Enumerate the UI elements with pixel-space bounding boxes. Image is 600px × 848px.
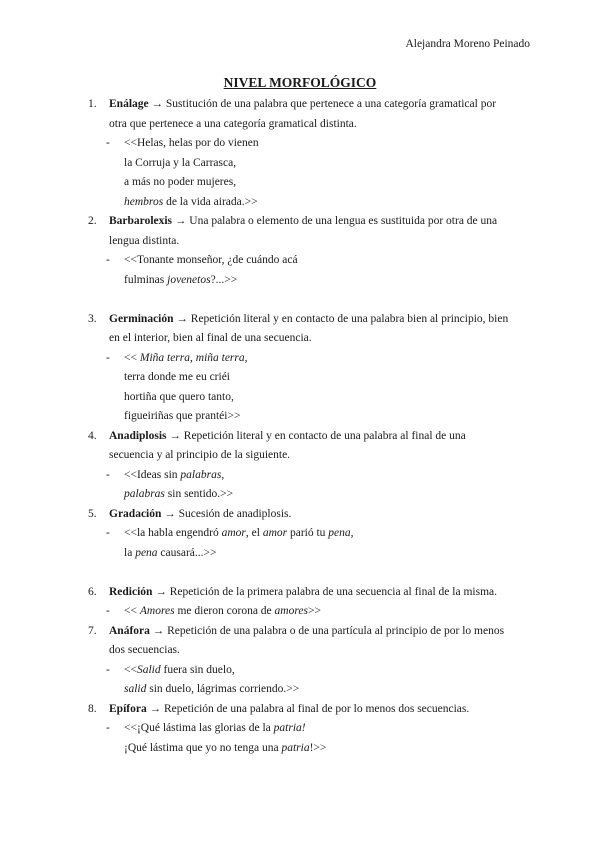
example-line: fulminas jovenetos?...>> <box>124 273 238 286</box>
item-number: 4. <box>88 429 97 442</box>
example-dash: - <box>106 468 110 481</box>
term: Redición <box>109 585 153 598</box>
italic-word: Miña terra, miña terra, <box>139 351 248 364</box>
example-line: hembros de la vida airada.>> <box>124 195 258 208</box>
example-dash: - <box>106 351 110 364</box>
definition-line: dos secuencias. <box>109 644 180 656</box>
example-dash: - <box>106 722 110 734</box>
italic-word: pena <box>135 546 158 559</box>
italic-word: amores <box>274 605 308 617</box>
definition-line: secuencia y al principio de la siguiente. <box>109 449 291 461</box>
definition-line: Enálage → Sustitución de una palabra que pertenece a una categoría gramatical por <box>109 98 497 110</box>
definition-line: en el interior, bien al final de una secuencia. <box>109 332 312 344</box>
list-item <box>88 212 528 251</box>
list-item <box>88 427 528 466</box>
item-number: 3. <box>88 312 97 325</box>
example-line: a más no poder mujeres, <box>124 176 237 188</box>
example-line: << Miña terra, miña terra, <box>124 351 248 364</box>
italic-word: palabras <box>180 468 222 481</box>
example-dash: - <box>106 137 110 149</box>
italic-word: hembros <box>124 195 164 208</box>
italic-word: patria <box>281 741 310 754</box>
definition-line: lengua distinta. <box>109 234 180 247</box>
example-line: <<Tonante monseñor, ¿de cuándo acá <box>124 254 298 266</box>
italic-word: jovenetos <box>167 273 211 286</box>
italic-word: palabras <box>124 488 165 500</box>
example-block <box>88 134 528 212</box>
definition-line: Barbarolexis → Una palabra o elemento de una lengua es sustituida por otra de una <box>109 215 498 227</box>
list-item <box>88 622 528 661</box>
term: Epífora <box>109 702 147 715</box>
item-number: 7. <box>88 624 97 637</box>
example-line: <<Ideas sin palabras, <box>124 468 225 481</box>
list-item <box>88 583 528 603</box>
author-name: Alejandra Moreno Peinado <box>405 38 530 50</box>
example-dash: - <box>106 605 110 617</box>
item-number: 8. <box>88 702 97 715</box>
item-number: 1. <box>88 98 97 110</box>
definition-line: Anáfora → Repetición de una palabra o de una partícula al principio de por lo menos <box>109 624 505 637</box>
example-dash: - <box>106 254 110 266</box>
example-dash: - <box>106 527 110 539</box>
example-line: figueiriñas que prantéi>> <box>124 410 241 422</box>
term: Gradación <box>109 507 162 520</box>
italic-word: amor <box>221 527 246 539</box>
spacer <box>88 290 528 310</box>
italic-word: patria! <box>273 722 306 734</box>
example-block <box>88 661 528 700</box>
figures-list <box>88 95 528 758</box>
example-dash: - <box>106 663 110 676</box>
list-item <box>88 310 528 349</box>
example-line: <<¡Qué lástima las glorias de la patria! <box>124 722 306 734</box>
definition-line: Anadiplosis → Repetición literal y en contacto de una palabra al final de una <box>109 429 466 442</box>
term: Anadiplosis <box>109 429 167 442</box>
definition-line: Gradación → Sucesión de anadiplosis. <box>109 507 292 520</box>
definition-line: Redición → Repetición de la primera palabra de una secuencia al final de la misma. <box>109 585 497 598</box>
definition-line: otra que pertenece a una categoría gramatical distinta. <box>109 117 357 130</box>
list-item <box>88 700 528 720</box>
spacer <box>88 563 528 583</box>
term: Enálage <box>109 98 149 110</box>
item-number: 5. <box>88 507 97 520</box>
definition-line: Epífora → Repetición de una palabra al final de por lo menos dos secuencias. <box>109 702 470 715</box>
example-line: la pena causará...>> <box>124 546 217 559</box>
example-block <box>88 602 528 622</box>
example-block <box>88 719 528 758</box>
definition-line: Germinación → Repetición literal y en contacto de una palabra bien al principio, bien <box>109 312 509 325</box>
example-line: << Amores me dieron corona de amores>> <box>124 605 321 617</box>
italic-word: amor <box>262 527 288 539</box>
italic-word: pena <box>328 527 351 539</box>
example-line: <<Helas, helas por do vienen <box>124 137 259 149</box>
list-item <box>88 95 528 134</box>
page-title: NIVEL MORFOLÓGICO <box>223 75 377 90</box>
item-number: 6. <box>88 585 97 598</box>
example-line: hortiña que quero tanto, <box>124 390 234 403</box>
italic-word: Salid <box>136 663 161 676</box>
example-block <box>88 466 528 505</box>
example-line: terra donde me eu criéi <box>124 371 230 383</box>
example-line: palabras sin sentido.>> <box>124 488 234 500</box>
example-line: <<Salid fuera sin duelo, <box>124 663 235 676</box>
term: Barbarolexis <box>109 215 173 227</box>
example-line: ¡Qué lástima que yo no tenga una patria!>> <box>124 741 327 754</box>
item-number: 2. <box>88 215 97 227</box>
example-line: la Corruja y la Carrasca, <box>124 156 237 169</box>
term: Anáfora <box>109 624 150 637</box>
term: Germinación <box>109 312 174 325</box>
italic-word: Amores <box>139 605 175 617</box>
italic-word: salid <box>124 683 147 695</box>
example-block <box>88 349 528 427</box>
list-item <box>88 505 528 525</box>
example-block <box>88 251 528 290</box>
example-line: <<la habla engendró amor, el amor parió tu pena, <box>124 527 354 539</box>
example-line: salid sin duelo, lágrimas corriendo.>> <box>124 683 300 695</box>
example-block <box>88 524 528 563</box>
